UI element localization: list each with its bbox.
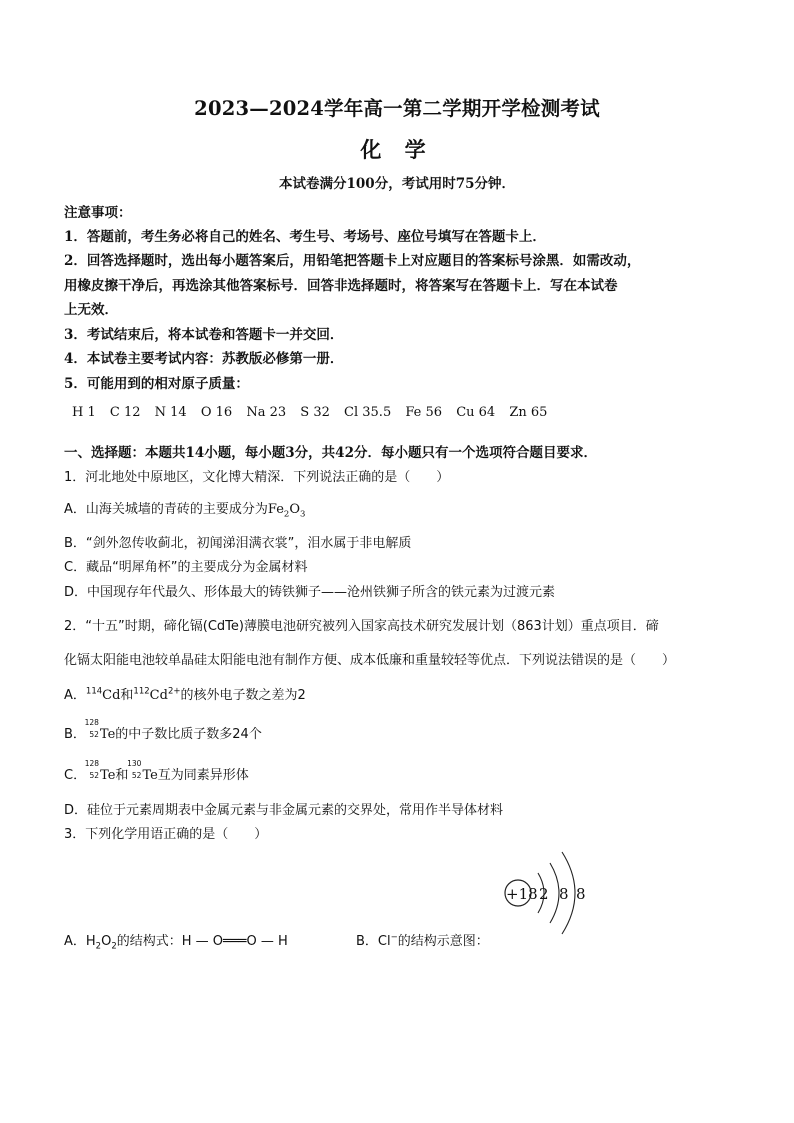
note-1: 1．答题前，考生务必将自己的姓名、考生号、考场号、座位号填写在答题卡上． xyxy=(64,229,546,245)
mass-number: 128 xyxy=(84,718,99,727)
formula-part: O xyxy=(289,502,301,517)
option-text: 的结构示意图： xyxy=(397,934,489,949)
shell-arc xyxy=(550,863,559,923)
subject-title: 化 学 xyxy=(360,137,434,162)
option-text: 互为同素异形体 xyxy=(157,768,249,783)
atom-mass: H 1 xyxy=(72,405,96,420)
q1-option-a xyxy=(64,498,305,520)
note-5: 5．可能用到的相对原子质量： xyxy=(64,376,249,392)
option-label: A．H xyxy=(64,934,96,949)
q1-option-c: C．藏品“明犀角杯”的主要成分为金属材料 xyxy=(64,560,308,575)
exam-title: 2023—2024学年高一第二学期开学检测考试 xyxy=(194,97,600,120)
mass-number: 114 xyxy=(85,686,103,697)
q1-option-d: D．中国现存年代最久、形体最大的铸铁狮子——沧州铁狮子所含的铁元素为过渡元素 xyxy=(64,585,556,600)
note-2-line-1: 2．回答选择题时，选出每小题答案后，用铅笔把答题卡上对应题目的答案标号涂黑．如需改动， xyxy=(64,253,641,269)
atom-mass: C 12 xyxy=(109,405,141,420)
notes-heading: 注意事项： xyxy=(64,205,132,221)
atomic-masses xyxy=(72,405,557,420)
exam-subtitle: 本试卷满分100分，考试用时75分钟． xyxy=(279,176,515,192)
ion-charge: − xyxy=(390,932,398,943)
shell-electrons: 2 xyxy=(539,885,549,903)
note-3: 3．考试结束后，将本试卷和答题卡一并交回． xyxy=(64,327,344,343)
option-label: B． xyxy=(64,727,86,742)
q2-option-a xyxy=(64,684,306,703)
atom-mass: Cu 64 xyxy=(456,405,496,420)
option-label: C． xyxy=(64,768,87,783)
element: Cd和 xyxy=(102,688,134,703)
note-2-line-2: 用橡皮擦干净后，再选涂其他答案标号．回答非选择题时，将答案写在答题卡上．写在本试卷 xyxy=(64,278,618,294)
atom-mass: O 16 xyxy=(200,405,233,420)
shell-electrons: 8 xyxy=(576,885,586,903)
q2-option-b xyxy=(64,718,262,742)
atomic-number: 52 xyxy=(89,730,99,739)
nuclide-notation xyxy=(84,759,100,780)
option-label: B．Cl xyxy=(356,934,391,949)
q2-option-c xyxy=(64,759,249,783)
option-text: 的中子数比质子数多24个 xyxy=(115,727,262,742)
element: Te xyxy=(142,768,158,783)
option-label: A． xyxy=(64,688,86,703)
q3-option-a xyxy=(64,930,288,952)
mass-number: 128 xyxy=(84,759,100,768)
formula-sub: 2 xyxy=(283,509,290,520)
formula-part: Fe xyxy=(267,502,284,517)
ion-charge: 2+ xyxy=(167,686,181,697)
formula-sub: 2 xyxy=(95,941,102,952)
nucleus-charge: +18 xyxy=(506,885,538,903)
option-text: 的结构式：H — O═══O — H xyxy=(116,934,288,949)
formula-sub: 2 xyxy=(111,941,117,952)
q1-option-a-text: A．山海关城墙的青砖的主要成分为 xyxy=(64,502,268,517)
element: Te xyxy=(99,727,116,742)
formula xyxy=(267,502,306,520)
atom-mass: Cl 35.5 xyxy=(344,405,392,420)
atom-mass: Zn 65 xyxy=(509,405,548,420)
atom-mass: Fe 56 xyxy=(405,405,443,420)
q2-stem-line-2: 化镉太阳能电池较单晶硅太阳能电池有制作方便、成本低廉和重量较轻等优点．下列说法错误的是（ ） xyxy=(64,653,676,668)
mass-number: 112 xyxy=(133,686,150,697)
note-4: 4．本试卷主要考试内容：苏教版必修第一册． xyxy=(64,351,344,367)
q1-stem: 1．河北地处中原地区，文化博大精深．下列说法正确的是（ ） xyxy=(64,470,450,485)
nuclide-notation xyxy=(84,718,100,739)
formula-part: O xyxy=(101,934,112,949)
mass-number: 130 xyxy=(127,759,142,768)
atom-structure-diagram xyxy=(498,846,598,938)
q1-option-b: B．“剑外忽传收蓟北，初闻涕泪满衣裳”，泪水属于非电解质 xyxy=(64,536,412,551)
atom-mass: N 14 xyxy=(154,405,187,420)
atomic-number: 52 xyxy=(131,771,142,780)
q2-stem-line-1: 2．“十五”时期，碲化镉(CdTe)薄膜电池研究被列入国家高技术研究发展计划（863计划）重点项目．碲 xyxy=(64,619,659,634)
q3-stem: 3．下列化学用语正确的是（ ） xyxy=(64,827,268,842)
formula-sub: 3 xyxy=(300,509,306,520)
q3-option-b xyxy=(356,930,489,949)
element: Te和 xyxy=(100,768,129,783)
note-2-line-3: 上无效． xyxy=(64,302,118,318)
q2-option-d: D．硅位于元素周期表中金属元素与非金属元素的交界处，常用作半导体材料 xyxy=(64,803,504,818)
atom-mass: S 32 xyxy=(300,405,330,420)
atomic-number: 52 xyxy=(89,771,100,780)
shell-electrons: 8 xyxy=(559,885,569,903)
option-text: 的核外电子数之差为2 xyxy=(180,688,306,703)
nuclide-notation xyxy=(127,759,142,780)
section-1-heading: 一、选择题：本题共14小题，每小题3分，共42分．每小题只有一个选项符合题目要求． xyxy=(64,445,597,461)
atom-mass: Na 23 xyxy=(246,405,287,420)
element: Cd xyxy=(149,688,168,703)
